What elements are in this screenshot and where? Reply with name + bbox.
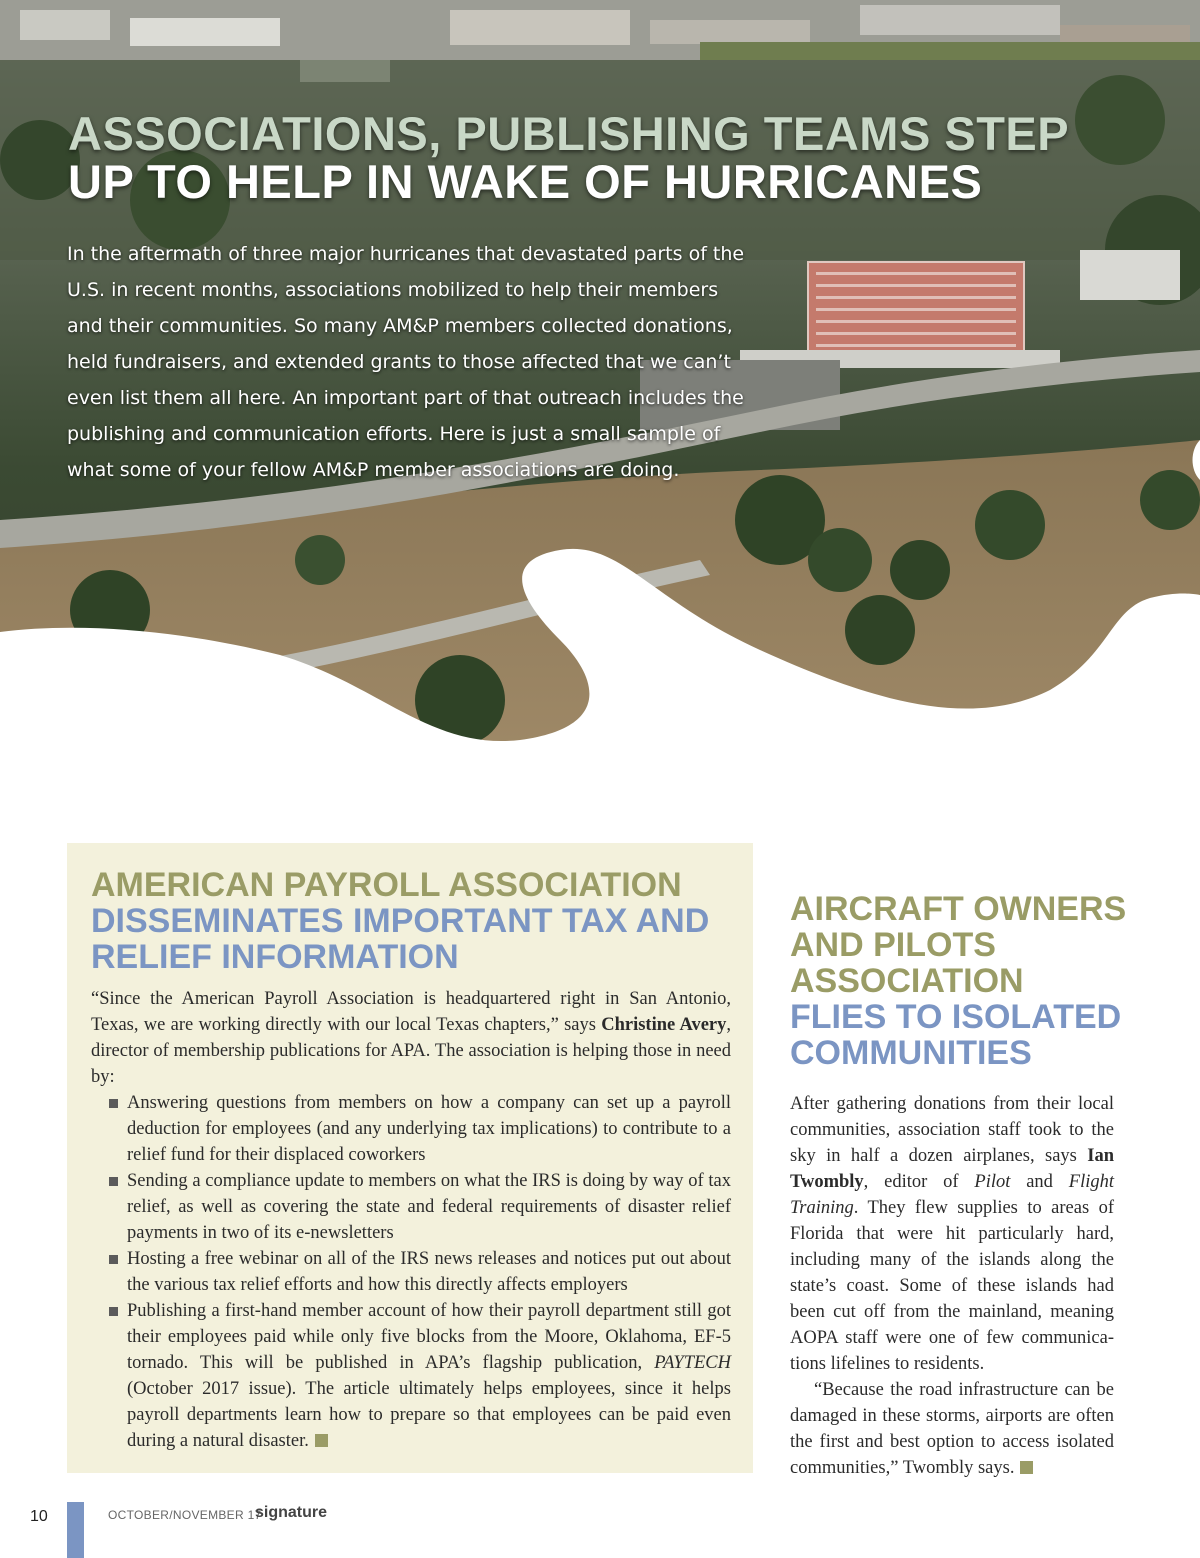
title-line-2: UP TO HELP IN WAKE OF HURRICANES <box>68 155 983 208</box>
aopa-paragraph-1 <box>790 1091 1114 1377</box>
aopa-contact-name: Ian Twombly <box>790 1146 1114 1192</box>
bullet-square-icon <box>109 1177 118 1186</box>
apa-heading <box>91 867 731 975</box>
aopa-paragraph-2 <box>790 1377 1114 1481</box>
apa-heading-org: AMERICAN PAYROLL ASSOCIATION <box>91 866 682 904</box>
list-item <box>91 1246 731 1298</box>
aopa-heading <box>790 891 1130 1071</box>
aopa-text-and: and <box>1010 1172 1069 1192</box>
apa-intro <box>91 986 731 1090</box>
aopa-body <box>790 1091 1114 1481</box>
aopa-text: After gathering donations from their local communities, association staff took to the sky in half a dozen airplanes, says <box>790 1094 1114 1166</box>
end-mark-icon <box>315 1434 328 1447</box>
apa-intro-text-end: , director of membership publications for APA. The association is helping those in need by: <box>91 1015 732 1087</box>
aopa-text-mid: , editor of <box>863 1172 975 1192</box>
bullet-text: Hosting a free webinar on all of the IRS news releases and notices put out about the various tax relief efforts and how this directly affects employers <box>127 1249 731 1295</box>
issue-date: OCTOBER/NOVEMBER 17 <box>108 1508 262 1522</box>
aopa-heading-action: FLIES TO ISOLATED COMMUNITIES <box>790 998 1122 1072</box>
intro-paragraph: In the aftermath of three major hurricanes that devastated parts of the U.S. in recent months, associations mobilized to help their members and their communities. So many AM&P members collected donations, held fundraisers, and extended grants to those affected that we can’t even list them all here. An important part of that outreach includes the publishing and communication efforts. Here is just a small sample of what some of your fellow AM&P member associations are doing. <box>67 243 745 481</box>
list-item <box>91 1298 731 1454</box>
magazine-name: signature <box>255 1504 328 1521</box>
apa-heading-action: DISSEMINATES IMPORTANT TAX AND RELIEF INFORMATION <box>91 902 710 976</box>
apa-bullet-list <box>91 1090 731 1454</box>
bullet-text: Publishing a first-hand member account of how their payroll department still got their employees paid while only five blocks from the Moore, Oklahoma, EF-5 tornado. This will be published in APA’s flagship publication, <box>127 1301 731 1373</box>
bullet-square-icon <box>109 1307 118 1316</box>
apa-sidebar-box <box>67 843 753 1473</box>
footer-accent-bar <box>67 1502 84 1558</box>
publication-name-pilot: Pilot <box>974 1172 1011 1192</box>
page-number: 10 <box>30 1508 48 1525</box>
publication-name: PAYTECH <box>654 1353 731 1373</box>
aopa-quote: “Because the road infrastructure can be damaged in these storms, airports are often the first and best option to access isolated communities,” Twombly says. <box>790 1380 1114 1478</box>
aopa-heading-org: AIRCRAFT OWNERS AND PILOTS ASSOCIATION <box>790 890 1127 1000</box>
list-item <box>91 1090 731 1168</box>
bullet-text: Answering questions from members on how a company can set up a payroll deduction for employees (and any underlying tax implications) to contribute to a relief fund for their displaced coworkers <box>127 1093 731 1165</box>
end-mark-icon <box>1020 1461 1033 1474</box>
publication-name-flight-training: Flight Training <box>790 1172 1115 1218</box>
apa-intro-text: “Since the American Payroll Association is headquartered right in San Antonio, Texas, we are working directly with our local Texas chapters,” says <box>91 989 731 1035</box>
aopa-text-end: . They flew supplies to areas of Florida that were hit particularly hard, including many of the islands along the state’s coast. Some of these islands had been cut off from the mainland, meaning AOPA staff were one of few communications lifelines to residents. <box>790 1198 1114 1374</box>
bullet-square-icon <box>109 1099 118 1108</box>
title-line-1: ASSOCIATIONS, PUBLISHING TEAMS STEP <box>68 107 1070 160</box>
bullet-square-icon <box>109 1255 118 1264</box>
article-title <box>68 107 1070 208</box>
bullet-text-end: (October 2017 issue). The article ultimately helps employees, since it helps payroll departments learn how to prepare so that employees can be paid even during a natural disaster. <box>127 1379 731 1451</box>
apa-contact-name: Christine Avery <box>601 1015 727 1035</box>
bullet-text: Sending a compliance update to members on what the IRS is doing by way of tax relief, as well as covering the state and federal requirements of disaster relief payments in two of its e-newsletters <box>127 1171 731 1243</box>
list-item <box>91 1168 731 1246</box>
apa-body <box>91 986 731 1454</box>
